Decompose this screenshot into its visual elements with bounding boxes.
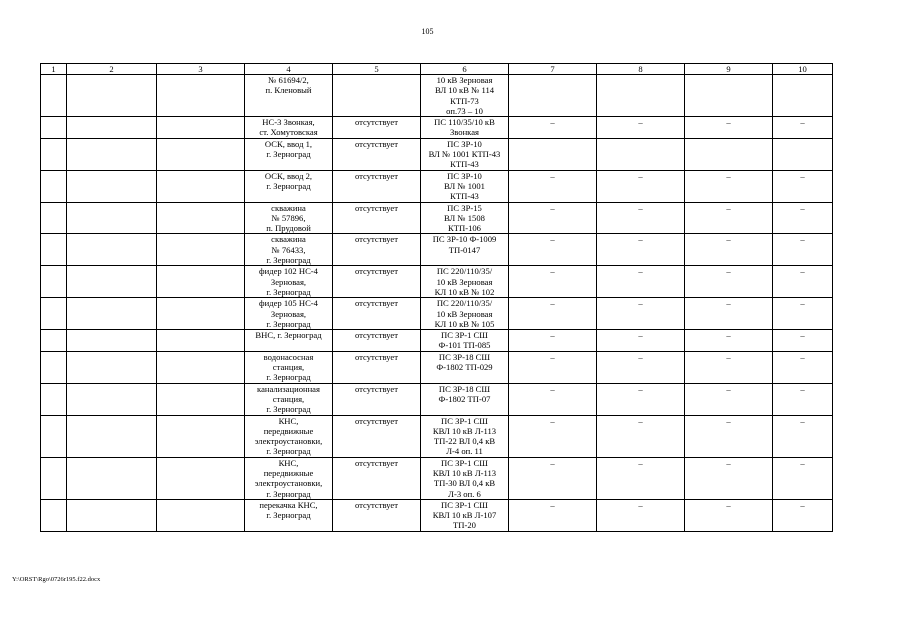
cell-status: отсутствует xyxy=(333,351,421,383)
cell-col-8: – xyxy=(597,351,685,383)
cell-col-10: – xyxy=(773,170,833,202)
object-line: ОСК, ввод 1, xyxy=(264,138,313,149)
cell-supply-source xyxy=(421,298,509,330)
table-row xyxy=(41,298,833,330)
cell-col-1 xyxy=(41,234,67,266)
object-line: № 57896, xyxy=(271,212,306,223)
cell-col-9: – xyxy=(685,415,773,457)
object-line: Зерновая, xyxy=(270,308,307,319)
supply-line: ПС ЗР-18 СШ xyxy=(438,351,491,362)
cell-col-3 xyxy=(157,415,245,457)
table-row xyxy=(41,234,833,266)
object-line: г. Зерноград xyxy=(266,372,311,383)
cell-col-2 xyxy=(67,383,157,415)
cell-col-9: – xyxy=(685,170,773,202)
cell-col-2 xyxy=(67,75,157,117)
cell-col-3 xyxy=(157,499,245,531)
cell-col-2 xyxy=(67,234,157,266)
object-line: станция, xyxy=(272,362,305,373)
cell-col-8: – xyxy=(597,170,685,202)
cell-col-10: – xyxy=(773,499,833,531)
supply-line: Ф-101 ТП-085 xyxy=(438,340,491,351)
cell-col-10: – xyxy=(773,415,833,457)
supply-line: ПС 110/35/10 кВ xyxy=(434,117,495,128)
cell-col-9: – xyxy=(685,298,773,330)
cell-col-1 xyxy=(41,117,67,139)
cell-col-10: – xyxy=(773,117,833,139)
cell-col-8: – xyxy=(597,383,685,415)
cell-col-3 xyxy=(157,351,245,383)
cell-supply-source xyxy=(421,234,509,266)
cell-col-8 xyxy=(597,75,685,117)
cell-col-7: – xyxy=(509,499,597,531)
cell-object xyxy=(245,383,333,415)
supply-line: Ф-1802 ТП-029 xyxy=(436,362,493,373)
table-row xyxy=(41,170,833,202)
column-header-4: 4 xyxy=(245,64,333,75)
supply-line: КВЛ 10 кВ Л-107 xyxy=(432,510,497,521)
object-line: г. Зерноград xyxy=(266,180,311,191)
object-line: НС-3 Звонкая, xyxy=(262,117,315,128)
cell-col-1 xyxy=(41,138,67,170)
cell-col-10: – xyxy=(773,383,833,415)
table-row xyxy=(41,266,833,298)
cell-col-1 xyxy=(41,75,67,117)
supply-line: КЛ 10 кВ № 102 xyxy=(434,286,495,297)
object-line: перекачка КНС, xyxy=(259,499,318,510)
cell-supply-source xyxy=(421,351,509,383)
object-line: № 76433, xyxy=(271,244,306,255)
object-line: фидер 105 НС-4 xyxy=(259,298,318,309)
footer-file-path: Y:\ORST\Rgo\0726r195.f22.docx xyxy=(12,576,101,583)
supply-line: ТП-20 xyxy=(453,520,476,531)
column-header-3: 3 xyxy=(157,64,245,75)
cell-col-9: – xyxy=(685,351,773,383)
object-line: электроустановки, xyxy=(254,436,323,447)
object-line: Зерновая, xyxy=(270,276,307,287)
object-line: г. Зерноград xyxy=(266,446,311,457)
cell-col-9: – xyxy=(685,266,773,298)
column-header-2: 2 xyxy=(67,64,157,75)
cell-object xyxy=(245,266,333,298)
object-line: станция, xyxy=(272,393,305,404)
object-line: КНС, xyxy=(278,415,299,426)
supply-line: ВЛ № 1001 xyxy=(444,180,485,191)
cell-col-8: – xyxy=(597,330,685,352)
object-line: г. Зерноград xyxy=(266,149,311,160)
cell-col-8: – xyxy=(597,202,685,234)
cell-object xyxy=(245,298,333,330)
cell-object xyxy=(245,415,333,457)
cell-col-3 xyxy=(157,298,245,330)
cell-col-8: – xyxy=(597,298,685,330)
cell-col-10: – xyxy=(773,457,833,499)
cell-col-10: – xyxy=(773,330,833,352)
supply-line: оп.73 – 10 xyxy=(446,105,483,116)
supply-line: КТП-73 xyxy=(450,95,479,106)
column-header-9: 9 xyxy=(685,64,773,75)
cell-col-10: – xyxy=(773,298,833,330)
table-row xyxy=(41,330,833,352)
supply-line: ВЛ № 1508 xyxy=(444,212,485,223)
cell-col-9: – xyxy=(685,330,773,352)
cell-status: отсутствует xyxy=(333,499,421,531)
table-row xyxy=(41,117,833,139)
cell-col-9: – xyxy=(685,383,773,415)
cell-col-3 xyxy=(157,170,245,202)
cell-status xyxy=(333,75,421,117)
cell-col-8: – xyxy=(597,499,685,531)
table-body xyxy=(41,75,833,532)
table-row xyxy=(41,383,833,415)
cell-supply-source xyxy=(421,415,509,457)
cell-col-8: – xyxy=(597,234,685,266)
supply-line: КТП-43 xyxy=(450,191,479,202)
cell-object xyxy=(245,138,333,170)
cell-supply-source xyxy=(421,138,509,170)
object-line: ст. Хомутовская xyxy=(259,127,318,138)
cell-status: отсутствует xyxy=(333,138,421,170)
cell-col-1 xyxy=(41,415,67,457)
object-line: передвижные xyxy=(263,467,314,478)
supply-line: ПС ЗР-10 xyxy=(447,170,482,181)
supply-line: Ф-1802 ТП-07 xyxy=(438,393,491,404)
cell-col-3 xyxy=(157,234,245,266)
cell-status: отсутствует xyxy=(333,330,421,352)
cell-col-3 xyxy=(157,266,245,298)
cell-col-9 xyxy=(685,138,773,170)
cell-col-2 xyxy=(67,170,157,202)
cell-col-7: – xyxy=(509,266,597,298)
cell-supply-source xyxy=(421,383,509,415)
object-line: г. Зерноград xyxy=(266,488,311,499)
cell-col-10: – xyxy=(773,202,833,234)
cell-col-7: – xyxy=(509,117,597,139)
supply-line: ПС ЗР-1 СШ xyxy=(441,499,488,510)
cell-col-8: – xyxy=(597,266,685,298)
cell-col-2 xyxy=(67,202,157,234)
cell-supply-source xyxy=(421,202,509,234)
table-row xyxy=(41,415,833,457)
supply-line: ВЛ № 1001 КТП-43 xyxy=(428,149,501,160)
object-line: п. Кленовый xyxy=(265,85,312,96)
column-header-7: 7 xyxy=(509,64,597,75)
cell-col-2 xyxy=(67,351,157,383)
object-line: скважина xyxy=(271,234,306,245)
cell-col-2 xyxy=(67,415,157,457)
cell-status: отсутствует xyxy=(333,457,421,499)
cell-col-7 xyxy=(509,138,597,170)
table-row xyxy=(41,75,833,117)
cell-col-10 xyxy=(773,138,833,170)
cell-object xyxy=(245,234,333,266)
cell-col-10: – xyxy=(773,234,833,266)
cell-col-1 xyxy=(41,202,67,234)
supply-line: ТП-30 ВЛ 0,4 кВ xyxy=(433,478,496,489)
object-line: электроустановки, xyxy=(254,478,323,489)
object-line: скважина xyxy=(271,202,306,213)
cell-col-9: – xyxy=(685,499,773,531)
supply-line: КВЛ 10 кВ Л-113 xyxy=(432,467,497,478)
supply-line: ТП-0147 xyxy=(448,244,481,255)
cell-col-1 xyxy=(41,499,67,531)
cell-col-1 xyxy=(41,457,67,499)
cell-col-9 xyxy=(685,75,773,117)
supply-line: КВЛ 10 кВ Л-113 xyxy=(432,425,497,436)
supply-line: ПС ЗР-1 СШ xyxy=(441,415,488,426)
cell-col-7: – xyxy=(509,330,597,352)
cell-col-1 xyxy=(41,266,67,298)
cell-col-7 xyxy=(509,75,597,117)
supply-line: 10 кВ Зерновая xyxy=(436,75,493,85)
supply-line: ПС 220/110/35/ xyxy=(436,266,493,277)
cell-col-8: – xyxy=(597,415,685,457)
cell-status: отсутствует xyxy=(333,202,421,234)
cell-col-3 xyxy=(157,75,245,117)
cell-col-10: – xyxy=(773,351,833,383)
cell-col-3 xyxy=(157,383,245,415)
supply-line: КТП-106 xyxy=(448,223,481,234)
cell-col-8: – xyxy=(597,457,685,499)
cell-col-7: – xyxy=(509,351,597,383)
object-line: КНС, xyxy=(278,457,299,468)
supply-line: ПС ЗР-15 xyxy=(447,202,482,213)
cell-col-2 xyxy=(67,330,157,352)
object-line: г. Зерноград xyxy=(266,286,311,297)
cell-col-2 xyxy=(67,457,157,499)
cell-object xyxy=(245,457,333,499)
table-row xyxy=(41,202,833,234)
cell-col-9: – xyxy=(685,117,773,139)
cell-object xyxy=(245,499,333,531)
cell-col-9: – xyxy=(685,202,773,234)
cell-col-2 xyxy=(67,298,157,330)
supply-line: КЛ 10 кВ № 105 xyxy=(434,318,495,329)
cell-supply-source xyxy=(421,117,509,139)
object-line: г. Зерноград xyxy=(266,255,311,266)
cell-supply-source xyxy=(421,170,509,202)
cell-col-2 xyxy=(67,117,157,139)
column-header-5: 5 xyxy=(333,64,421,75)
header-row xyxy=(41,64,833,75)
cell-col-2 xyxy=(67,266,157,298)
cell-col-1 xyxy=(41,170,67,202)
supply-line: 10 кВ Зерновая xyxy=(436,308,493,319)
object-line: п. Прудовой xyxy=(266,223,311,234)
cell-supply-source xyxy=(421,499,509,531)
cell-col-10: – xyxy=(773,266,833,298)
object-line: водонасосная xyxy=(263,351,314,362)
table-row xyxy=(41,457,833,499)
cell-col-7: – xyxy=(509,383,597,415)
object-line: фидер 102 НС-4 xyxy=(259,266,318,277)
supply-line: ПС ЗР-1 СШ xyxy=(441,330,488,341)
cell-col-7: – xyxy=(509,202,597,234)
cell-supply-source xyxy=(421,457,509,499)
cell-col-10 xyxy=(773,75,833,117)
supply-line: ПС 220/110/35/ xyxy=(436,298,493,309)
column-header-8: 8 xyxy=(597,64,685,75)
supply-line: Л-3 оп. 6 xyxy=(448,488,481,499)
object-line: ОСК, ввод 2, xyxy=(264,170,313,181)
column-header-1: 1 xyxy=(41,64,67,75)
supply-line: ВЛ 10 кВ № 114 xyxy=(434,85,495,96)
supply-line: ПС ЗР-10 xyxy=(447,138,482,149)
table-row xyxy=(41,138,833,170)
cell-col-9: – xyxy=(685,234,773,266)
table-row xyxy=(41,499,833,531)
supply-line: ПС ЗР-18 СШ xyxy=(438,383,491,394)
cell-status: отсутствует xyxy=(333,234,421,266)
cell-object xyxy=(245,330,333,352)
object-line: г. Зерноград xyxy=(266,404,311,415)
cell-object xyxy=(245,75,333,117)
cell-col-9: – xyxy=(685,457,773,499)
supply-line: ПС ЗР-1 СШ xyxy=(441,457,488,468)
cell-col-3 xyxy=(157,202,245,234)
cell-col-7: – xyxy=(509,298,597,330)
cell-col-7: – xyxy=(509,415,597,457)
cell-status: отсутствует xyxy=(333,383,421,415)
cell-status: отсутствует xyxy=(333,266,421,298)
object-line: канализационная xyxy=(257,383,320,394)
cell-col-8 xyxy=(597,138,685,170)
cell-col-1 xyxy=(41,330,67,352)
cell-col-1 xyxy=(41,351,67,383)
object-line: ВНС, г. Зерноград xyxy=(255,330,322,341)
object-line: передвижные xyxy=(263,425,314,436)
table-row xyxy=(41,351,833,383)
cell-col-3 xyxy=(157,138,245,170)
cell-col-3 xyxy=(157,117,245,139)
cell-col-1 xyxy=(41,383,67,415)
cell-col-7: – xyxy=(509,234,597,266)
cell-col-7: – xyxy=(509,457,597,499)
supply-line: ПС ЗР-10 Ф-1009 xyxy=(432,234,497,245)
cell-object xyxy=(245,117,333,139)
supply-line: КТП-43 xyxy=(450,159,479,170)
cell-col-7: – xyxy=(509,170,597,202)
cell-col-2 xyxy=(67,499,157,531)
cell-col-3 xyxy=(157,457,245,499)
object-line: г. Зерноград xyxy=(266,510,311,521)
cell-col-3 xyxy=(157,330,245,352)
cell-supply-source xyxy=(421,266,509,298)
document-table xyxy=(40,63,833,532)
cell-supply-source xyxy=(421,75,509,117)
cell-status: отсутствует xyxy=(333,117,421,139)
page-number: 105 xyxy=(421,27,434,36)
supply-line: Л-4 оп. 11 xyxy=(446,446,483,457)
cell-object xyxy=(245,202,333,234)
cell-supply-source xyxy=(421,330,509,352)
cell-object xyxy=(245,351,333,383)
supply-line: 10 кВ Зерновая xyxy=(436,276,493,287)
column-header-10: 10 xyxy=(773,64,833,75)
cell-col-1 xyxy=(41,298,67,330)
cell-object xyxy=(245,170,333,202)
object-line: № 61694/2, xyxy=(268,75,309,85)
cell-status: отсутствует xyxy=(333,170,421,202)
supply-line: Звонкая xyxy=(449,127,479,138)
cell-col-2 xyxy=(67,138,157,170)
cell-status: отсутствует xyxy=(333,415,421,457)
cell-status: отсутствует xyxy=(333,298,421,330)
object-line: г. Зерноград xyxy=(266,318,311,329)
supply-line: ТП-22 ВЛ 0,4 кВ xyxy=(433,436,496,447)
column-header-6: 6 xyxy=(421,64,509,75)
cell-col-8: – xyxy=(597,117,685,139)
